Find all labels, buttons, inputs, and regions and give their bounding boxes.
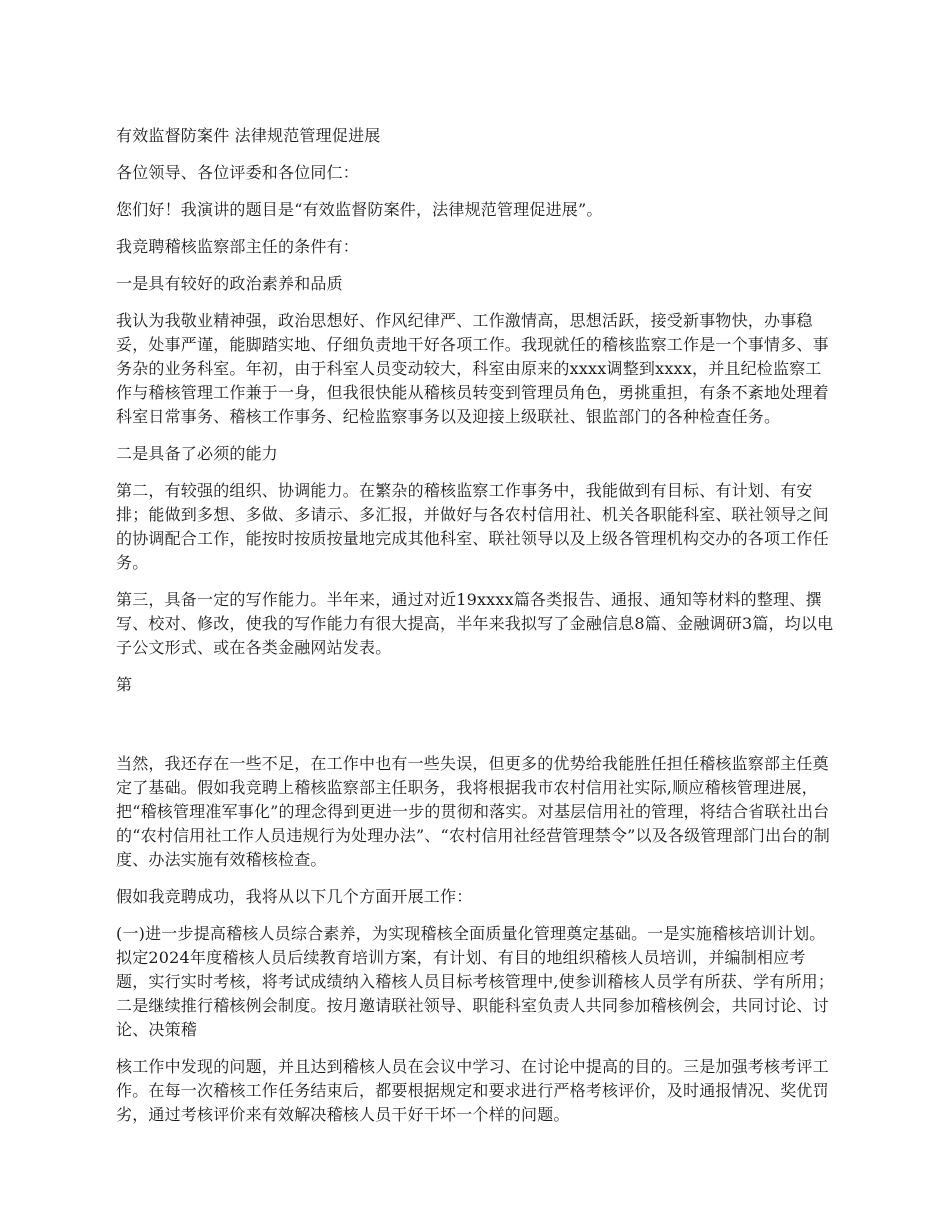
document-title: 有效监督防案件 法律规范管理促进展 [116,126,381,145]
paragraph-writing: 第三，具备一定的写作能力。半年来，通过对近19xxxx篇各类报告、通报、通知等材料的整理、撰写、校对、修改，使我的写作能力有很大提高，半年来我拟写了金融信息8篇、金融调研3篇，均以电子公文形式、或在各类金融网站发表。 [116,590,834,657]
paragraph-plan-continued: 核工作中发现的问题，并且达到稽核人员在会议中学习、在讨论中提高的目的。三是加强考核考评工作。在每一次稽核工作任务结束后，都要根据规定和要求进行严格考核评价，及时通报情况、奖优罚劣，通过考核评价来有效解决稽核人员干好干坏一个样的问题。 [116,1057,829,1124]
document-body [116,124,836,1140]
paragraph-shortcomings: 当然，我还存在一些不足，在工作中也有一些失误，但更多的优势给我能胜任担任稽核监察部主任奠定了基础。假如我竞聘上稽核监察部主任职务，我将根据我市农村信用社实际,顺应稽核管理进展，把“稽核管理准军事化”的理念得到更进一步的贯彻和落实。对基层信用社的管理，将结合省联社出台的“农村信用社工作人员违规行为处理办法”、“农村信用社经营管理禁令”以及各级管理部门出台的制度、办法实施有效稽核检查。 [116,754,830,869]
paragraph-plan-one: (一)进一步提高稽核人员综合素养，为实现稽核全面质量化管理奠定基础。一是实施稽核培训计划。拟定2024年度稽核人员后续教育培训方案，有计划、有目的地组织稽核人员培训，并编制相应考题，实行实时考核，将考试成绩纳入稽核人员目标考核管理中,使参训稽核人员学有所获、学有所用；二是继续推行稽核例会制度。按月邀请联社领导、职能科室负责人共同参加稽核例会，共同讨论、讨论、决策稽 [116,924,835,1039]
conditions-intro: 我竞聘稽核监察部主任的条件有： [116,237,360,256]
paragraph-politics: 我认为我敬业精神强，政治思想好、作风纪律严、工作激情高，思想活跃，接受新事物快，办事稳妥，处事严谨，能脚踏实地、仔细负责地干好各项工作。我现就任的稽核监察工作是一个事情多、事务杂的业务科室。年初，由于科室人员变动较大，科室由原来的xxxx调整到xxxx，并且纪检监察工作与稽核管理工作兼于一身，但我很快能从稽核员转变到管理员角色，勇挑重担，有条不紊地处理着科室日常事务、稽核工作事务、纪检监察事务以及迎接上级联社、银监部门的各种检查任务。 [116,311,829,426]
paragraph-plan-intro: 假如我竞聘成功，我将从以下几个方面开展工作： [116,887,473,906]
salutation: 各位领导、各位评委和各位同仁： [116,163,360,182]
paragraph-coordination: 第二，有较强的组织、协调能力。在繁杂的稽核监察工作事务中，我能做到有目标、有计划、有安排；能做到多想、多做、多请示、多汇报，并做好与各农村信用社、机关各职能科室、联社领导之间的协调配合工作，能按时按质按量地完成其他科室、联社领导以及上级各管理机构交办的各项工作任务。 [116,481,829,572]
paragraph-fragment: 第 [116,675,133,694]
section-heading-politics: 一是具有较好的政治素养和品质 [116,274,343,293]
greeting-paragraph: 您们好！我演讲的题目是“有效监督防案件，法律规范管理促进展”。 [116,200,603,219]
section-heading-ability: 二是具备了必须的能力 [116,444,279,463]
